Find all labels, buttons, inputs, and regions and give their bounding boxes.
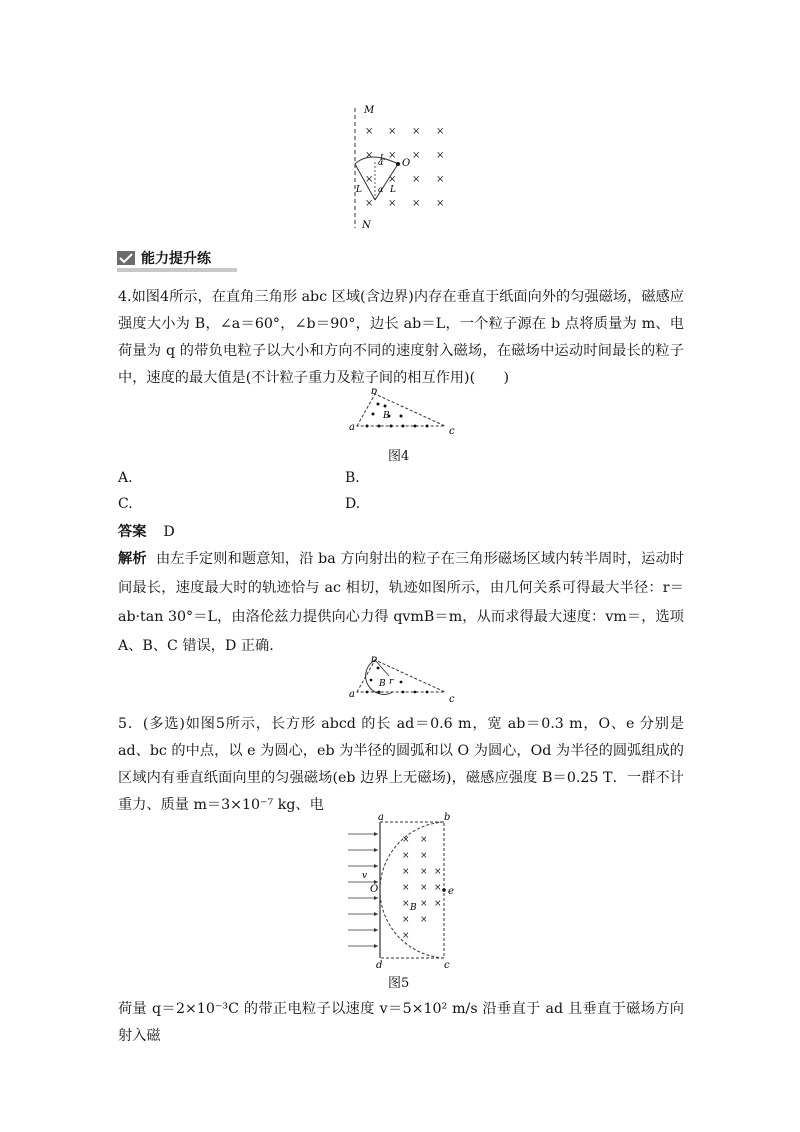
analysis-fig-label-b: b (371, 656, 378, 665)
analysis-fig-label-c: c (449, 694, 455, 705)
question-5-continuation: 荷量 q＝2×10⁻³C 的带正电粒子以速度 v＝5×10² m/s 沿垂直于 ad 且垂直于磁场方向射入磁 (118, 1001, 684, 1044)
fig5-label-e: e (448, 886, 454, 897)
option-D: D. (345, 496, 361, 512)
svg-text:×: × (388, 198, 397, 209)
fig4-label-B: B (383, 411, 390, 421)
fig5-label-O: O (370, 884, 379, 895)
svg-text:×: × (436, 126, 445, 137)
label-N: N (362, 220, 371, 231)
fig5-label-B: B (410, 903, 417, 913)
svg-text:×: × (365, 198, 374, 209)
svg-text:×: × (412, 126, 421, 137)
figure-5-caption: 图5 (388, 976, 410, 991)
svg-text:×: × (412, 150, 421, 161)
svg-text:×: × (420, 899, 428, 909)
answer-line (118, 521, 175, 541)
label-O: O (402, 158, 411, 169)
label-alpha-lower: α (378, 185, 384, 194)
svg-text:×: × (402, 835, 410, 845)
fig5-label-c: c (444, 960, 450, 970)
fig5-label-d: d (376, 960, 383, 970)
fig4-label-a: a (349, 422, 355, 433)
figure-4-caption: 图4 (388, 449, 410, 464)
answer-value: D (163, 524, 175, 540)
svg-text:×: × (412, 174, 421, 185)
figure-4-triangle (345, 388, 460, 440)
svg-text:×: × (402, 867, 410, 877)
section-title: 能力提升练 (141, 251, 211, 267)
question-4-text: 4.如图4所示，在直角三角形 abc 区域(含边界)内存在垂直于纸面向外的匀强磁场，磁感应强度大小为 B，∠a＝60°，∠b＝90°，边长 ab＝L，一个粒子源在 b 点将质量为 m、电荷量为 q 的带负电粒子以大小和方向不同的速度射入磁场，在磁场中运动时间最长的粒子中，速度的最大值是(不计粒子重力及粒子间的相互作用)( ) (118, 289, 684, 386)
analysis-block (118, 545, 684, 661)
answer-label: 答案 (118, 524, 147, 540)
analysis-fig-label-B: B (379, 679, 386, 689)
label-M: M (364, 105, 375, 116)
fig5-label-b: b (444, 812, 451, 823)
label-L-right: L (390, 185, 396, 195)
svg-text:×: × (436, 150, 445, 161)
option-A: A. (118, 470, 133, 486)
svg-text:×: × (388, 150, 397, 161)
option-C: C. (118, 496, 133, 512)
svg-text:×: × (412, 198, 421, 209)
fig4-label-c: c (449, 426, 455, 437)
analysis-label: 解析 (118, 551, 147, 567)
svg-text:×: × (420, 851, 428, 861)
figure-analysis-triangle (345, 656, 460, 706)
svg-text:×: × (420, 835, 428, 845)
svg-text:×: × (365, 174, 374, 185)
svg-text:×: × (434, 867, 442, 877)
analysis-fig-label-r: r (389, 677, 394, 687)
analysis-fig-label-a: a (349, 689, 355, 700)
svg-text:×: × (388, 174, 397, 185)
svg-text:×: × (402, 851, 410, 861)
svg-text:×: × (402, 883, 410, 893)
analysis-text: 由左手定则和题意知，沿 ba 方向射出的粒子在三角形磁场区域内转半周时，运动时间最长，速度最大时的轨迹恰与 ac 相切，轨迹如图所示，由几何关系可得最大半径：r＝ab·tan 30°＝L，由洛伦兹力提供向心力得 qvmB＝m，从而求得最大速度：vm＝，选项 A、B、C 错误，D 正确. (118, 551, 684, 654)
figure-5-rectangle (340, 812, 470, 970)
section-divider (117, 268, 237, 272)
label-L-top: L (380, 153, 386, 162)
svg-text:×: × (402, 915, 410, 925)
svg-text:×: × (436, 198, 445, 209)
svg-text:×: × (420, 867, 428, 877)
svg-text:×: × (402, 931, 410, 941)
svg-text:×: × (434, 883, 442, 893)
label-alpha-upper: α (378, 158, 384, 167)
label-L-left: L (356, 185, 362, 195)
svg-text:×: × (436, 174, 445, 185)
svg-text:×: × (388, 126, 397, 137)
checkmark-book-icon (117, 251, 135, 265)
fig5-label-v: v (362, 871, 368, 881)
svg-text:×: × (365, 126, 374, 137)
figure-magnetic-boundary (340, 100, 460, 232)
svg-text:×: × (420, 915, 428, 925)
section-header (117, 248, 211, 268)
fig5-label-a: a (378, 812, 384, 823)
question-5-text: 5．(多选)如图5所示，长方形 abcd 的长 ad＝0.6 m，宽 ab＝0.3 m，O、e 分别是 ad、bc 的中点，以 e 为圆心，eb 为半径的圆弧和以 O 为圆心，Od 为半径的圆弧组成的区域内有垂直纸面向里的匀强磁场(eb 边界上无磁场)，磁感应强度 B＝0.25 T．一群不计重力、质量 m＝3×10⁻⁷ kg、电 (118, 716, 684, 813)
svg-text:×: × (420, 883, 428, 893)
svg-text:×: × (434, 899, 442, 909)
svg-text:×: × (402, 899, 410, 909)
svg-text:×: × (365, 150, 374, 161)
fig4-label-b: b (371, 388, 378, 397)
option-B: B. (345, 470, 360, 486)
